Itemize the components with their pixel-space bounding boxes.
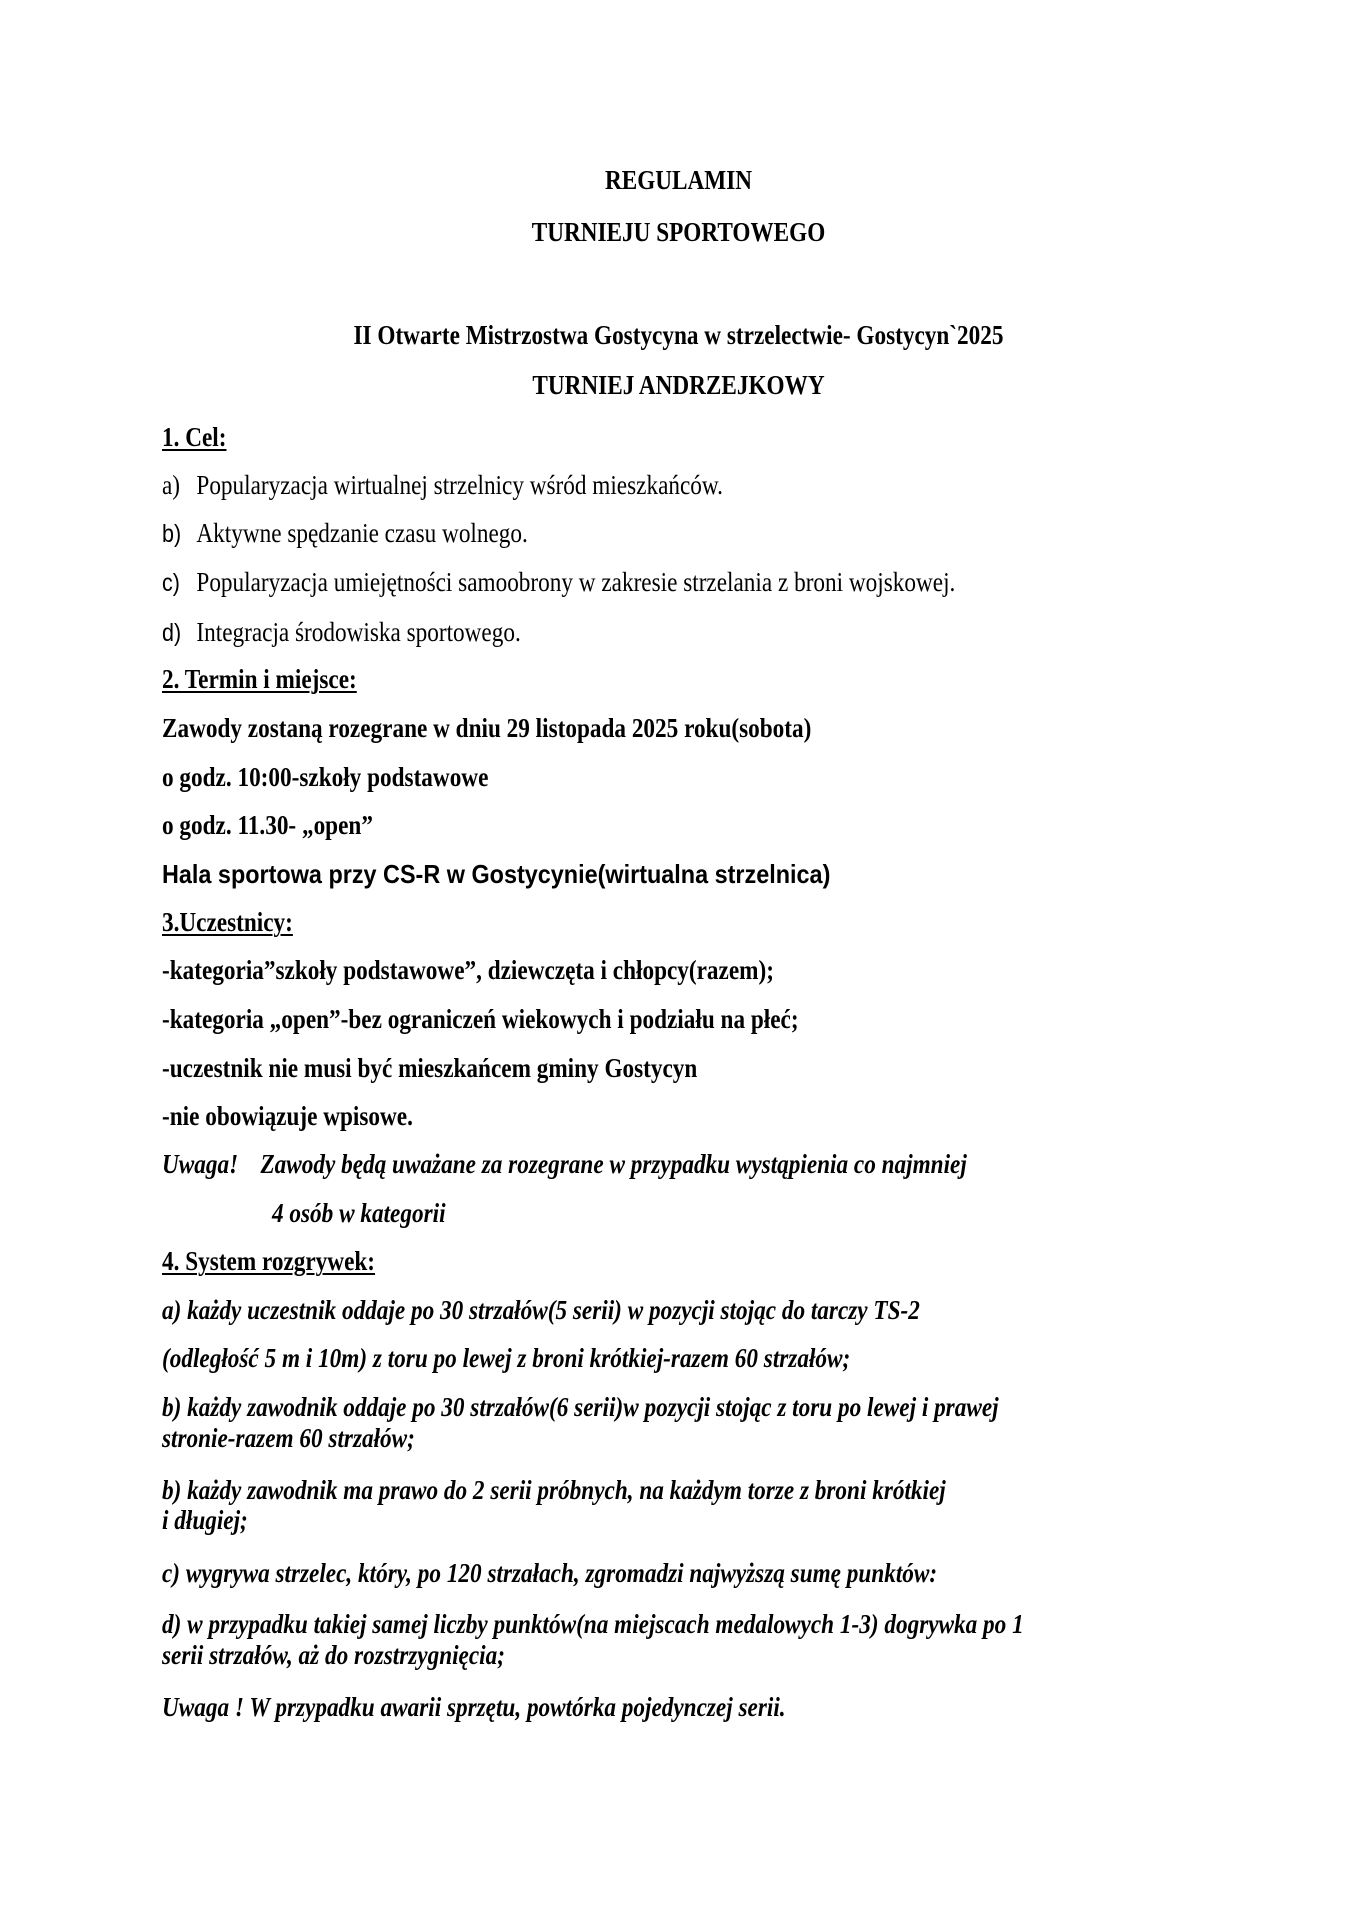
section-heading-system: 4. System rozgrywek: [162,1246,376,1276]
goal-item-text: Aktywne spędzanie czasu wolnego. [196,518,528,548]
system-line: b) każdy zawodnik ma prawo do 2 serii próbnych, na każdym torze z broni krótkiej [162,1475,946,1505]
system-line: (odległość 5 m i 10m) z toru po lewej z broni krótkiej-razem 60 strzałów; [162,1343,851,1373]
system-line: stronie-razem 60 strzałów; [162,1423,415,1453]
system-line: d) w przypadku takiej samej liczby punktów(na miejscach medalowych 1-3) dogrywka po 1 [162,1609,1024,1639]
participants-note [162,1149,967,1179]
event-name: II Otwarte Mistrzostwa Gostycyna w strzelectwie- Gostycyn`2025 [353,320,1004,350]
document-title: REGULAMIN [604,165,753,195]
goal-item-label: d) [162,619,182,647]
system-line: b) każdy zawodnik oddaje po 30 strzałów(6 serii)w pozycji stojąc z toru po lewej i prawej [162,1392,999,1422]
goal-item [162,567,955,598]
goal-item-label: c) [162,569,180,597]
section-heading-goal: 1. Cel: [162,422,227,452]
goal-item [162,470,723,500]
goal-item-text: Popularyzacja wirtualnej strzelnicy wśród mieszkańców. [196,470,723,500]
system-line: c) wygrywa strzelec, który, po 120 strzałach, zgromadzi najwyższą sumę punktów: [162,1558,938,1588]
event-subtitle: TURNIEJ ANDRZEJKOWY [532,370,825,400]
goal-item-label: a) [162,470,181,500]
goal-item-label: b) [162,520,182,548]
goal-item [162,518,528,549]
participants-line: -uczestnik nie musi być mieszkańcem gminy Gostycyn [162,1053,698,1083]
system-line: i długiej; [162,1505,248,1535]
system-line: a) każdy uczestnik oddaje po 30 strzałów(5 serii) w pozycji stojąc do tarczy TS-2 [162,1295,920,1325]
time-line-open: o godz. 11.30- „open” [162,810,373,840]
goal-item-text: Popularyzacja umiejętności samoobrony w zakresie strzelania z broni wojskowej. [196,567,956,597]
participants-note-continued: 4 osób w kategorii [272,1198,446,1228]
section-heading-date-place: 2. Termin i miejsce: [162,664,357,694]
system-note: Uwaga ! W przypadku awarii sprzętu, powtórka pojedynczej serii. [162,1692,786,1722]
goal-item-text: Integracja środowiska sportowego. [196,617,521,647]
note-text: Zawody będą uważane za rozegrane w przypadku wystąpienia co najmniej [260,1149,967,1179]
venue-line: Hala sportowa przy CS-R w Gostycynie(wirtualna strzelnica) [162,859,831,889]
participants-line: -nie obowiązuje wpisowe. [162,1101,413,1131]
note-label: Uwaga! [162,1149,239,1179]
system-line: serii strzałów, aż do rozstrzygnięcia; [162,1640,505,1670]
time-line-schools: o godz. 10:00-szkoły podstawowe [162,762,489,792]
participants-line: -kategoria „open”-bez ograniczeń wiekowych i podziału na płeć; [162,1004,799,1034]
section-heading-participants: 3.Uczestnicy: [162,907,293,937]
date-line: Zawody zostaną rozegrane w dniu 29 listopada 2025 roku(sobota) [162,713,812,743]
document-subtitle: TURNIEJU SPORTOWEGO [531,217,826,247]
participants-line: -kategoria”szkoły podstawowe”, dziewczęta i chłopcy(razem); [162,955,774,985]
goal-item [162,617,521,648]
